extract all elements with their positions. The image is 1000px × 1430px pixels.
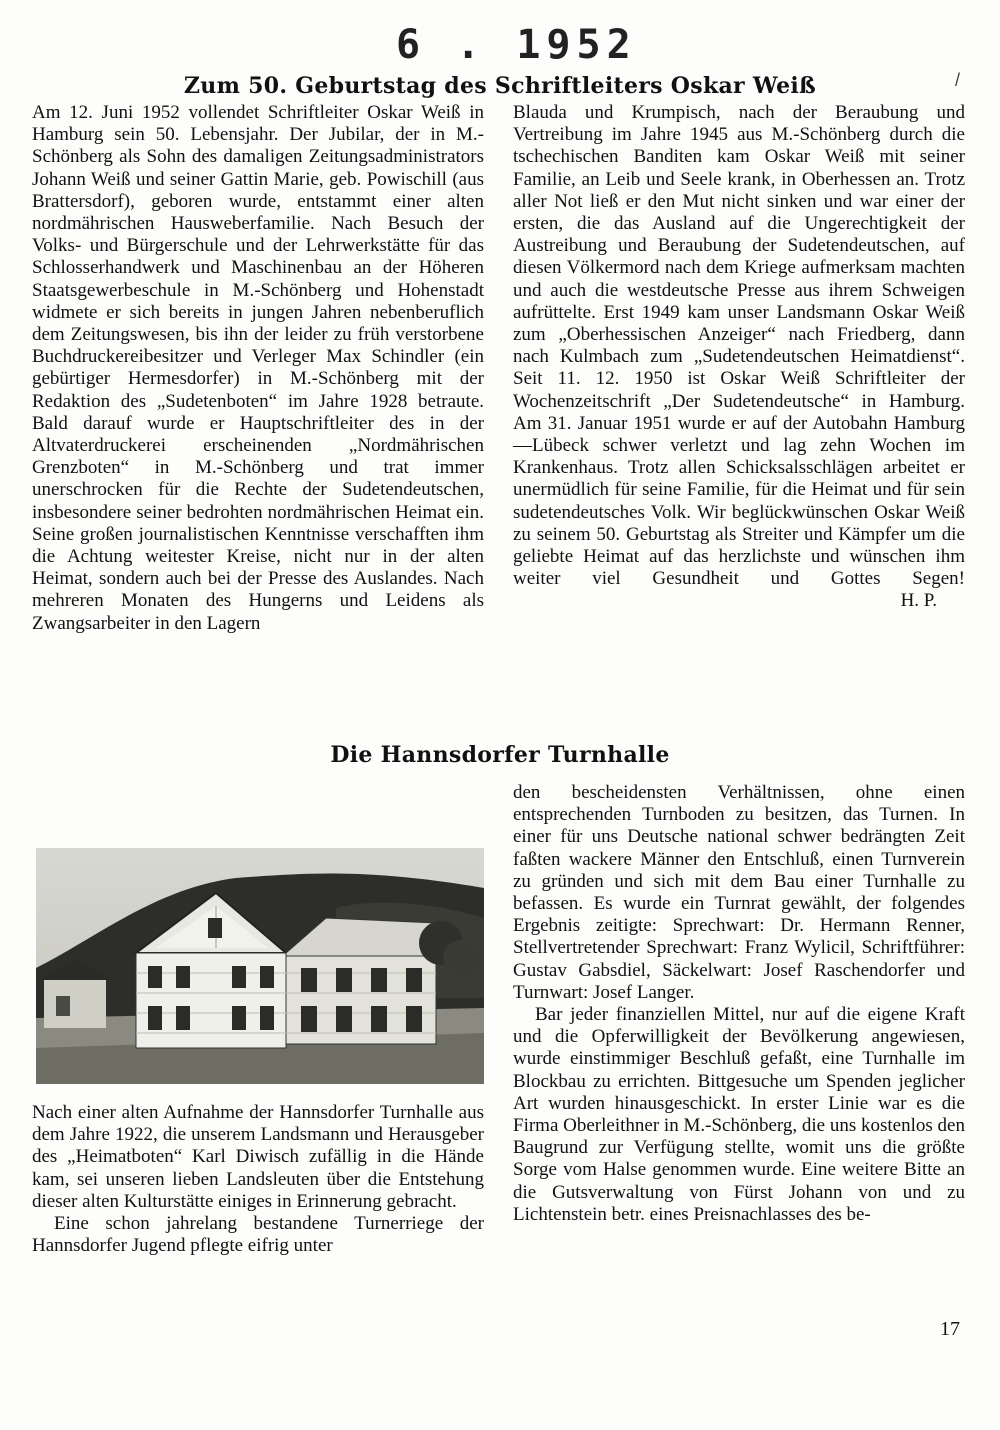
article2-title: Die Hannsdorfer Turnhalle [330, 742, 670, 768]
article2-left-column [32, 1102, 484, 1257]
article2-right-column [513, 782, 965, 1226]
turnhalle-photo [36, 848, 484, 1084]
article1-left-column [32, 102, 484, 635]
page-number: 17 [940, 1318, 960, 1340]
turnhalle-photo-illustration [36, 848, 484, 1084]
article1-right-column [513, 102, 965, 613]
article2-right-paragraph-2: Bar jeder finanziellen Mittel, nur auf die eigene Kraft und die Opferwilligkeit der Bevölkerung angewiesen, wurde einstimmiger Beschluß gefaßt, eine Turnhalle im Blockbau zu errichten. Bittgesuche um Spenden jeglicher Art wurden hinausgeschickt. In erster Linie war es die Firma Oberleithner in M.-Schönberg, die uns kostenlos den Baugrund zur Verfügung stellte, womit uns die größte Sorge vom Halse genommen wurde. Eine weitere Bitte an die Gutsverwaltung von Fürst Johann von und zu Lichtenstein betr. eines Preisnachlasses des be- [513, 1004, 965, 1225]
article1-left-text: Am 12. Juni 1952 vollendet Schriftleiter Oskar Weiß in Hamburg sein 50. Lebensjahr. Der Jubilar, der in M.-Schönberg als Sohn des damaligen Zeitungsadministrators Johann Weiß und seiner Gattin Marie, geb. Powischill (aus Brattersdorf), geboren wurde, entstammt einer alten nordmährischen Hausweberfamilie. Nach Besuch der Volks- und Bürgerschule und der Lehrwerkstätte für das Schlosserhandwerk und Maschinenbau an der Höheren Staatsgewerbeschule in M.-Schönberg und Hohenstadt widmete er sich bereits in jungen Jahren nebenberuflich dem Zeitungswesen, bis ihn der leider zu früh verstorbene Buchdruckereibesitzer und Verleger Max Schindler (ein gebürtiger Hermesdorfer) in M.-Schönberg mit der Redaktion des „Sudetenboten“ im Jahre 1928 betraute. Bald darauf wurde er Hauptschriftleiter des in der Altvaterdruckerei erscheinenden „Nordmährischen Grenzboten“ in M.-Schönberg und trat immer unerschrocken für die Rechte der Sudetendeutschen, insbesondere seiner bedrohten nordmährischen Heimat ein. Seine großen journalistischen Kenntnisse verschafften ihm die Achtung weitester Kreise, nicht nur in der alten Heimat, sondern auch bei der Presse des Auslandes. Nach mehreren Monaten des Hungerns und Leidens als Zwangsarbeiter in den Lagern [32, 102, 484, 634]
date-stamp: 6 . 1952 [396, 22, 637, 68]
article2-right-paragraph-1: den bescheidensten Verhältnissen, ohne einen entsprechenden Turnboden zu besitzen, das Turnen. In einer für uns Deutsche national schwer bedrängten Zeit faßten wackere Männer den Entschluß, einen Turnverein zu gründen und sich mit dem Bau einer Turnhalle zu befassen. Es wurde ein Turnrat gewählt, der folgendes Ergebnis zeitigte: Sprechwart: Dr. Hermann Renner, Stellvertretender Sprechwart: Franz Wylicil, Schriftführer: Gustav Gabsdiel, Säckelwart: Josef Raschendorfer und Turnwart: Josef Langer. [513, 782, 965, 1003]
article1-title: Zum 50. Geburtstag des Schriftleiters Oskar Weiß [183, 73, 817, 99]
article2-left-continuation: Eine schon jahrelang bestandene Turnerriege der Hannsdorfer Jugend pflegte eifrig unter [32, 1213, 484, 1257]
article1-signature: H. P. [900, 590, 937, 612]
corner-mark: / [955, 70, 961, 90]
article1-signature-row [513, 590, 965, 612]
photo-caption: Nach einer alten Aufnahme der Hannsdorfer Turnhalle aus dem Jahre 1922, die unserem Landsmann und Herausgeber des „Heimatboten“ Karl Diwisch zufällig in die Hände kam, sei unseren lieben Landsleuten über die Entstehung dieser alten Kulturstätte einiges in Erinnerung gebracht. [32, 1102, 484, 1212]
article1-right-text: Blauda und Krumpisch, nach der Beraubung und Vertreibung im Jahre 1945 aus M.-Schönberg durch die tschechischen Banditen kam Oskar Weiß mit seiner Familie, an Leib und Seele krank, in Oberhessen an. Trotz aller Not ließ er den Mut nicht sinken und war einer der ersten, die das Ausland auf die Ungerechtigkeit der Austreibung und Beraubung der Sudetendeutschen, auf diesen Völkermord nach dem Kriege aufmerksam machten und auch die westdeutsche Presse aus ihrem Schweigen aufrüttelte. Erst 1949 kam unser Landsmann Oskar Weiß zum „Oberhessischen Anzeiger“ nach Friedberg, dann nach Kulmbach zum „Sudetendeutschen Heimatdienst“. Seit 11. 12. 1950 ist Oskar Weiß Schriftleiter der Wochenzeitschrift „Der Sudetendeutsche“ in Hamburg. Am 31. Januar 1951 wurde er auf der Autobahn Hamburg—Lübeck schwer verletzt und lag zehn Wochen im Krankenhaus. Trotz allen Schicksalsschlägen arbeitet er unermüdlich für seine Familie, für die Heimat und für sein sudetendeutsches Volk. Wir beglückwünschen Oskar Weiß zu seinem 50. Geburtstag als Streiter und Kämpfer um die geliebte Heimat auf das herzlichste und wünschen ihm weiter viel Gesundheit und Gottes Segen! [513, 102, 965, 590]
